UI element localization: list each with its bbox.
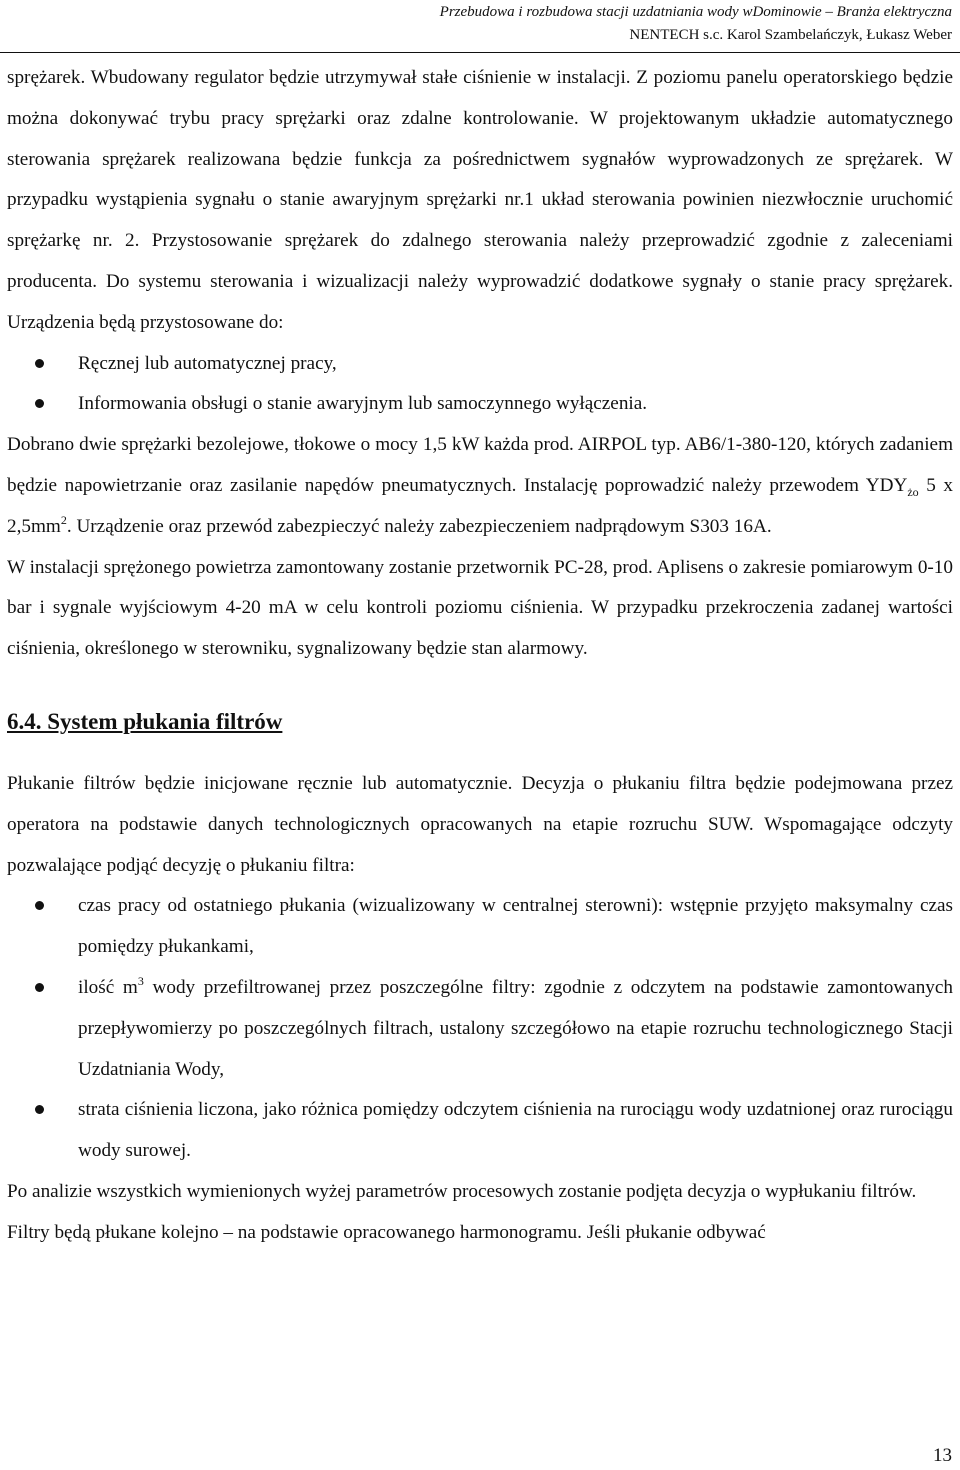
- list-item-text: ilość $m^3$ wody przefiltrowanej przez poszczególne filtry: zgodnie z odczytem na podstawie zamontowanych przepływomierzy po poszczególnych filtrach, ustalony szczegółowo na etapie rozruchu technologicznego Stacji Uzdatniania Wody,: [78, 973, 953, 1080]
- header-divider: [0, 52, 960, 53]
- list-item: [7, 886, 953, 968]
- paragraph-compressor-control: sprężarek. Wbudowany regulator będzie utrzymywał stałe ciśnienie w instalacji. Z poziomu panelu operatorskiego będzie można dokonywać trybu pracy sprężarki oraz zdalne kontrolowanie. W projektowanym układzie automatycznego sterowania sprężarek realizowana będzie funkcja za pośrednictwem sygnałów wyprowadzonych ze sprężarek. W przypadku wystąpienia sygnału o stanie awaryjnym sprężarki nr.1 układ sterowania powinien niezwłocznie uruchomić sprężarkę nr. 2. Przystosowanie sprężarek do zdalnego sterowania należy przeprowadzić zgodnie z zaleceniami producenta. Do systemu sterowania i wizualizacji należy wyprowadzić dodatkowe sygnały o stanie pracy sprężarek. Urządzenia będą przystosowane do:: [7, 67, 953, 333]
- list-item-text: strata ciśnienia liczona, jako różnica pomiędzy odczytem ciśnienia na rurociągu wody uzdatnionej oraz rurociągu wody surowej.: [78, 1099, 953, 1162]
- bullet-icon: [35, 983, 44, 992]
- bullet-icon: [35, 359, 44, 368]
- paragraph-schedule: Filtry będą płukane kolejno – na podstawie opracowanego harmonogramu. Jeśli płukanie odbywać: [7, 1221, 766, 1243]
- header-project-title: Przebudowa i rozbudowa stacji uzdatniania wody wDominowie – Branża elektryczna: [439, 4, 952, 20]
- paragraph-compressor-selection: Dobrano dwie sprężarki bezolejowe, tłokowe o mocy 1,5 kW każda prod. AIRPOL typ. AB6/1-380-120, których zadaniem będzie napowietrzanie oraz zasilanie napędów pneumatycznych. Instalację poprowadzić należy przewodem $YDY_{żo}$ 5 x $2,5mm^2$. Urządzenie oraz przewód zabezpieczyć należy zabezpieczeniem nadprądowym S303 16A.: [7, 434, 954, 537]
- section-heading: 6.4. System płukania filtrów: [7, 708, 283, 734]
- page-number: 13: [933, 1445, 952, 1466]
- list-item: [7, 1090, 953, 1172]
- paragraph-filter-flushing: Płukanie filtrów będzie inicjowane ręcznie lub automatycznie. Decyzja o płukaniu filtra będzie podejmowana przez operatora na podstawie danych technologicznych opracowanych na etapie rozruchu SUW. Wspomagające odczyty pozwalające podjąć decyzję o płukaniu filtra:: [7, 772, 953, 876]
- bullet-icon: [35, 901, 44, 910]
- page-header: [12, 0, 952, 45]
- header-company: NENTECH s.c. Karol Szambelańczyk, Łukasz Weber: [629, 27, 952, 43]
- list-item: [7, 384, 953, 425]
- document-body: [7, 58, 953, 1254]
- device-capabilities-list: [7, 344, 953, 426]
- flushing-readings-list: [7, 886, 953, 1172]
- list-item-text: Ręcznej lub automatycznej pracy,: [78, 352, 337, 374]
- paragraph-decision: Po analizie wszystkich wymienionych wyżej parametrów procesowych zostanie podjęta decyzja o wypłukaniu filtrów.: [7, 1180, 917, 1202]
- bullet-icon: [35, 1105, 44, 1114]
- bullet-icon: [35, 399, 44, 408]
- list-item: [7, 344, 953, 385]
- list-item-text: Informowania obsługi o stanie awaryjnym lub samoczynnego wyłączenia.: [78, 393, 648, 415]
- paragraph-pressure-transducer: W instalacji sprężonego powietrza zamontowany zostanie przetwornik PC-28, prod. Aplisens o zakresie pomiarowym 0-10 bar i sygnale wyjściowym 4-20 mA w celu kontroli poziomu ciśnienia. W przypadku przekroczenia zadanej wartości ciśnienia, określonego w sterowniku, sygnalizowany będzie stan alarmowy.: [7, 556, 953, 660]
- list-item-text: czas pracy od ostatniego płukania (wizualizowany w centralnej sterowni): wstępnie przyjęto maksymalny czas pomiędzy płukankami,: [78, 895, 953, 958]
- list-item: [7, 968, 953, 1090]
